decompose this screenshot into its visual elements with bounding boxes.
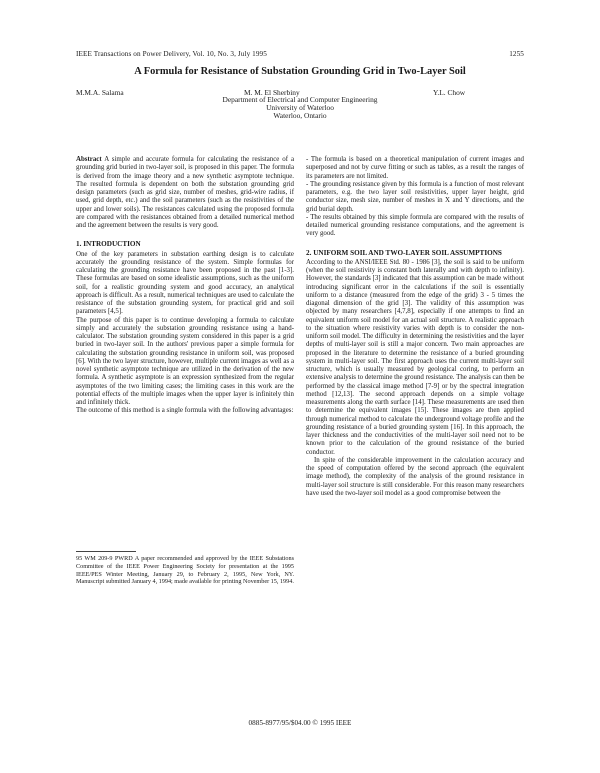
advantage-item: - The grounding resistance given by this formula is a function of most relevant parameters, e.g. the two layer soil resistivities, upper layer height, grid conductor size, mesh size, number of meshes in X and Y directions, and the grid burial depth. xyxy=(306,180,524,213)
author-1: M.M.A. Salama xyxy=(76,88,124,97)
abstract xyxy=(76,156,294,230)
advantage-item: - The formula is based on a theoretical manipulation of current images and superposed and not by curve fitting or such as tables, as a result the ranges of its parameters are not limited. xyxy=(306,156,524,180)
section-2-heading: 2. UNIFORM SOIL AND TWO-LAYER SOIL ASSUMPTIONS xyxy=(306,248,502,257)
abstract-label: Abstract xyxy=(76,156,102,163)
left-column xyxy=(76,156,294,416)
author-2: M. M. El Sherbiny xyxy=(244,88,300,97)
author-block xyxy=(76,88,524,138)
section-1-paragraph-1: One of the key parameters in substation earthing design is to calculate accurately the grounding resistance of the system. Simple formulas for calculating the grounding resistance have been proposed in the past [1-3]. These formulas are based on some idealistic assumptions, such as the uniform soil, for a realistic grounding system and good accuracy, an analytical approach is difficult. As a result, numerical techniques are used to calculate the resistance of the substation grounding system, for practical grid and soil parameters [4,5]. xyxy=(76,250,294,316)
right-column xyxy=(306,156,524,498)
page-number: 1255 xyxy=(509,50,524,58)
abstract-text: A simple and accurate formula for calculating the resistance of a grounding grid buried in two-layer soil, is proposed in this paper. The formula is derived from the image theory and a new synthetic asymptote technique. The resulted formula is dependent on both the substation grounding grid design parameters (such as grid size, number of meshes, grid-wire radius, if used, grid depth, etc.) and the soil parameters (such as the resistivities of the upper and lower soils). The resistances calculated using the proposed formula are compared with the resistances obtained from a detailed numerical method and the agreement between the results is very good. xyxy=(76,156,294,229)
paper-title: A Formula for Resistance of Substation Grounding Grid in Two-Layer Soil xyxy=(134,66,466,77)
section-2-paragraph-1: According to the ANSI/IEEE Std. 80 - 1986 [3], the soil is said to be uniform (when the soil resistivity is constant both laterally and with depth to infinity). However, the standards [3] indicated that this assumption can be made without introducing significant error in the calculations if the soil is essentially uniform to a distance (measured from the edge of the grid) 3 - 5 times the diagonal dimension of the grid [3]. The validity of this assumption was objected by many researchers [4,7,8], especially if one attempts to find an equivalent uniform soil model for an actual soil structure. A realistic approach to the situation where resistivity varies with depth is to consider the non-uniform soil model. The difficulty in determining the resistivities and the layer depths of multi-layer soil is still a major concern. Two main approaches are proposed in the literature to determine the resistance of a buried grounding system in multi-layer soil. The first approach uses the current multi-layer soil structure, which is usually measured by geological coring, to perform an extensive analysis to determine the ground resistance. The analysis can then be performed by the classical image method [7-9] or by the spectral integration method [12,13]. The second approach depends on a simple voltage measurements along the earth surface [14]. These measurements are used then to determine the equivalent images [15]. These images are then applied through numerical method to calculate the underground voltage profile and the grounding resistance of a buried grounding system [16]. In this approach, the layer thickness and the conductivities of the multi-layer soil need not to be known prior to the calculation of the ground resistance of the buried conductor. xyxy=(306,258,524,456)
footnote-rule xyxy=(76,551,136,552)
section-1-paragraph-2: The purpose of this paper is to continue developing a formula to calculate simply and accurately the substation grounding resistance using a hand-calculator. The substation grounding system considered in this paper is a grid buried in two-layer soil. In the authors' previous paper a simple formula for calculating the substation grounding resistance in uniform soil, was proposed [6]. With the two layer structure, however, multiple current images as well as a novel synthetic asymptote technique are utilized in the derivation of the new formula. A synthetic asymptote is an expression synthesized from the regular asymptotes of the two limiting cases; the limiting cases in this work are the potential effects of the multiple images when the upper layer is infinitely thin and infinitely thick. xyxy=(76,316,294,406)
affiliation-university: University of Waterloo xyxy=(266,103,334,113)
author-3: Y.L. Chow xyxy=(433,88,466,97)
copyright-code: 0885-8977/95/$04.00 © 1995 IEEE xyxy=(248,719,352,727)
journal-citation: IEEE Transactions on Power Delivery, Vol. 10, No. 3, July 1995 xyxy=(76,50,267,58)
affiliation-city: Waterloo, Ontario xyxy=(273,111,327,121)
affiliation xyxy=(76,96,524,121)
affiliation-department: Department of Electrical and Computer Engineering xyxy=(222,95,378,104)
section-1-heading: 1. INTRODUCTION xyxy=(76,240,141,249)
section-1-paragraph-3: The outcome of this method is a single formula with the following advantages: xyxy=(76,407,294,415)
footnote: 95 WM 209-9 PWRD A paper recommended and approved by the IEEE Substations Committee of the IEEE Power Engineering Society for presentation at the 1995 IEEE/PES Winter Meeting, January 29, to February 2, 1995, New York, NY. Manuscript submitted January 4, 1994; made available for printing November 15, 1994. xyxy=(76,555,294,586)
advantage-item: - The results obtained by this simple formula are compared with the results of detailed numerical grounding resistance computations, and the agreement is very good. xyxy=(306,213,524,238)
section-2-paragraph-2: In spite of the considerable improvement in the calculation accuracy and the speed of computation offered by the second approach (the equivalent image method), the complexity of the analysis of the ground resistance in multi-layer soil structure is still considerable. For this reason many researchers have used the two-layer soil model as a good compromise between the xyxy=(306,456,524,497)
